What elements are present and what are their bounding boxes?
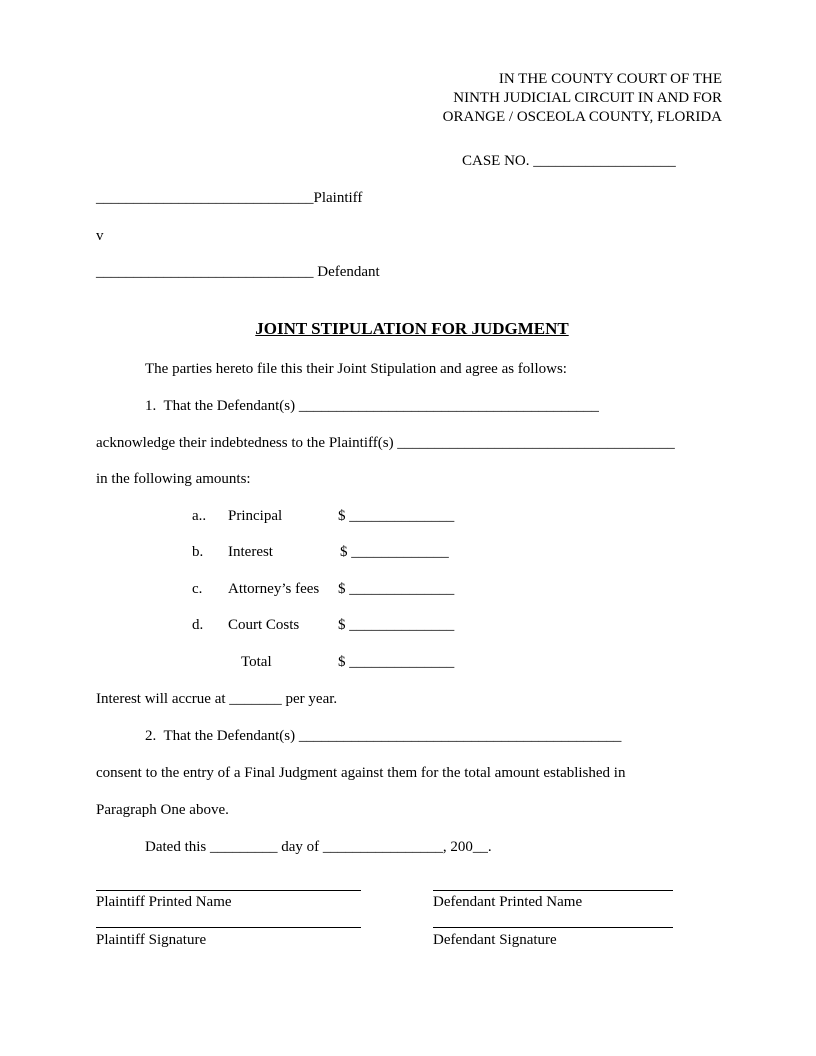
interest-rate-field[interactable]: Interest will accrue at _______ per year. <box>96 691 338 707</box>
attorneys-fees-amount-field[interactable]: $ ______________ <box>338 581 455 597</box>
amount-label-court-costs: Court Costs <box>228 617 300 633</box>
defendant-signature-line[interactable] <box>433 927 673 928</box>
plaintiff-printed-name-line[interactable] <box>96 890 361 891</box>
court-header-line-1: IN THE COUNTY COURT OF THE <box>498 71 722 87</box>
interest-amount-field[interactable]: $ _____________ <box>340 544 449 560</box>
principal-amount-field[interactable]: $ ______________ <box>338 508 455 524</box>
court-header-line-3: ORANGE / OSCEOLA COUNTY, FLORIDA <box>442 109 722 125</box>
plaintiff-caption-field[interactable]: _____________________________Plaintiff <box>96 190 363 206</box>
paragraph-2-defendant-field[interactable]: 2. That the Defendant(s) ___________________________________________ <box>145 728 622 744</box>
court-header-line-2: NINTH JUDICIAL CIRCUIT IN AND FOR <box>453 90 722 106</box>
defendant-caption-field[interactable]: _____________________________ Defendant <box>96 264 380 280</box>
intro-text: The parties hereto file this their Joint Stipulation and agree as follows: <box>145 361 567 377</box>
paragraph-1-amounts-intro: in the following amounts: <box>96 471 251 487</box>
defendant-signature-label: Defendant Signature <box>433 932 557 948</box>
paragraph-2-reference-text: Paragraph One above. <box>96 802 229 818</box>
defendant-printed-name-line[interactable] <box>433 890 673 891</box>
case-number-field[interactable]: CASE NO. ___________________ <box>462 153 676 169</box>
court-costs-amount-field[interactable]: $ ______________ <box>338 617 455 633</box>
document-title: JOINT STIPULATION FOR JUDGMENT <box>255 319 569 338</box>
dated-line-field[interactable]: Dated this _________ day of ________________, 200__. <box>145 839 492 855</box>
amount-letter-a: a.. <box>192 508 207 524</box>
amount-label-interest: Interest <box>228 544 273 560</box>
paragraph-1-defendant-field[interactable]: 1. That the Defendant(s) ________________________________________ <box>145 398 599 414</box>
amount-label-attorneys-fees: Attorney’s fees <box>228 581 320 597</box>
defendant-printed-name-label: Defendant Printed Name <box>433 894 583 910</box>
plaintiff-signature-label: Plaintiff Signature <box>96 932 207 948</box>
amount-label-total: Total <box>241 654 272 670</box>
amount-letter-c: c. <box>192 581 203 597</box>
total-amount-field[interactable]: $ ______________ <box>338 654 455 670</box>
versus-label: v <box>96 228 104 244</box>
paragraph-2-consent-text: consent to the entry of a Final Judgment against them for the total amount established in <box>96 765 626 781</box>
paragraph-1-plaintiff-field[interactable]: acknowledge their indebtedness to the Plaintiff(s) _____________________________________ <box>96 435 675 451</box>
amount-label-principal: Principal <box>228 508 283 524</box>
plaintiff-signature-line[interactable] <box>96 927 361 928</box>
plaintiff-printed-name-label: Plaintiff Printed Name <box>96 894 232 910</box>
amount-letter-d: d. <box>192 617 204 633</box>
amount-letter-b: b. <box>192 544 204 560</box>
